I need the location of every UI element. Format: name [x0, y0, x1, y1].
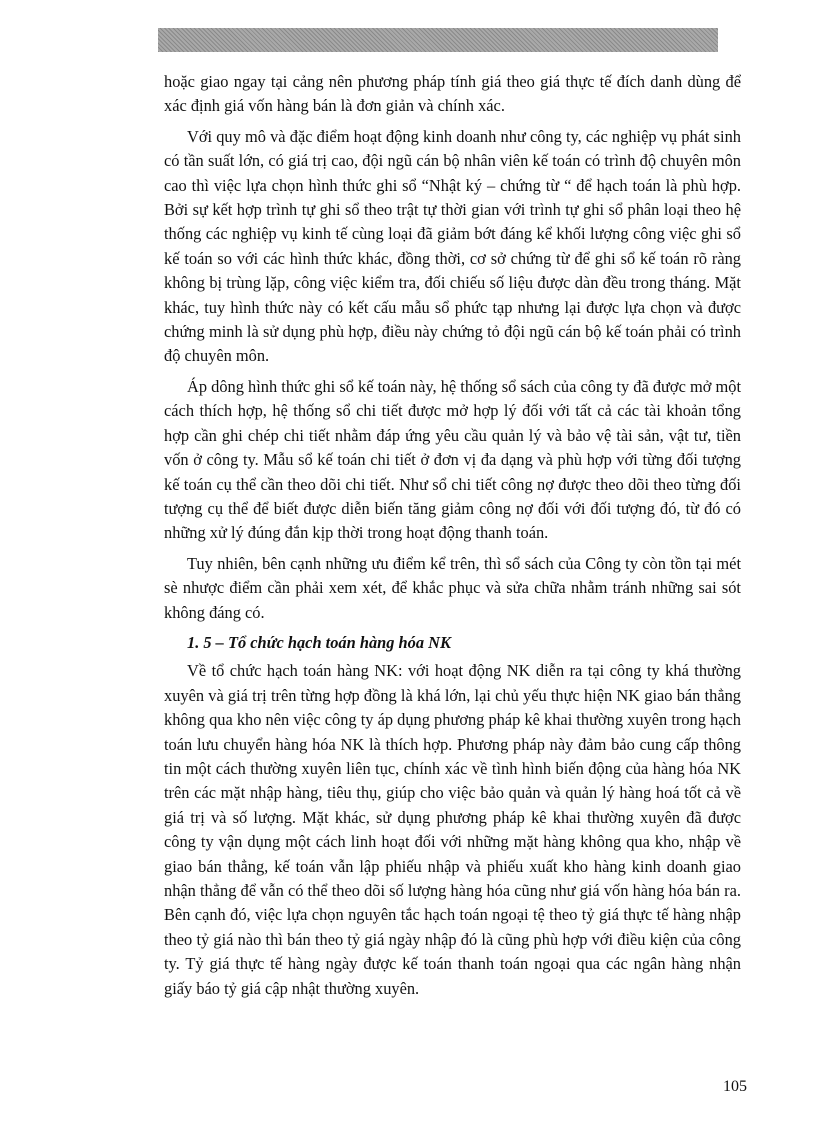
- document-body: [164, 70, 741, 1007]
- paragraph-1: hoặc giao ngay tại cảng nên phương pháp tính giá theo giá thực tế đích danh dùng để xác định giá vốn hàng bán là đơn giản và chính xác.: [164, 72, 741, 116]
- section-heading: 1. 5 – Tổ chức hạch toán hàng hóa NK: [187, 632, 451, 652]
- paragraph-5: Về tổ chức hạch toán hàng NK: với hoạt động NK diễn ra tại công ty khá thường xuyên và giá trị trên từng hợp đồng là khá lớn, lại chủ yếu thực hiện NK giao bán thẳng không qua kho nên việc công ty áp dụng phương pháp kê khai thường xuyên trong hạch toán lưu chuyển hàng hóa NK là thích hợp. Phương pháp này đảm bảo cung cấp thông tin một cách thường xuyên liên tục, chính xác về tình hình biến động của hàng hóa NK trên các mặt nhập hàng, tiêu thụ, giúp cho việc bảo quản và quản lý hàng hoá tốt cả về giá trị và số lượng. Mặt khác, sử dụng phương pháp kê khai thường xuyên đã được công ty vận dụng một cách linh hoạt đối với những mặt hàng không qua kho, nhập về giao bán thẳng, kế toán vẫn lập phiếu nhập và phiếu xuất kho hàng kinh doanh giao nhận thẳng để vẫn có thể theo dõi số lượng hàng hóa cũng như giá vốn hàng hóa bán ra. Bên cạnh đó, việc lựa chọn nguyên tắc hạch toán ngoại tệ theo tỷ giá thực tế hàng nhập theo tỷ giá nào thì bán theo tỷ giá ngày nhập đó là cũng phù hợp với điều kiện của công ty. Tỷ giá thực tế hàng ngày được kế toán thanh toán ngoại qua các ngân hàng nhận giấy báo tỷ giá cập nhật thường xuyên.: [164, 661, 741, 998]
- page-header-bar: [158, 28, 718, 52]
- paragraph-2: Với quy mô và đặc điểm hoạt động kinh doanh như công ty, các nghiệp vụ phát sinh có tần suất lớn, có giá trị cao, đội ngũ cán bộ nhân viên kế toán có trình độ chuyên môn cao thì việc lựa chọn hình thức ghi sổ “Nhật ký – chứng từ “ để hạch toán là phù hợp. Bởi sự kết hợp trình tự ghi sổ theo trật tự thời gian với trình tự ghi sổ phân loại theo hệ thống các nghiệp vụ kinh tế cùng loại đã giảm bớt đáng kể khối lượng công việc ghi sổ kế toán so với các hình thức khác, đồng thời, cơ sở chứng từ để ghi sổ kế toán rõ ràng không bị trùng lặp, công việc kiểm tra, đối chiếu số liệu được dàn đều trong tháng. Mặt khác, tuy hình thức này có kết cấu mẫu sổ phức tạp nhưng lại được lựa chọn và được chứng minh là sử dụng phù hợp, điều này chứng tỏ đội ngũ cán bộ kế toán phải có trình độ chuyên môn.: [164, 126, 741, 366]
- paragraph-3: Áp dông hình thức ghi sổ kế toán này, hệ thống sổ sách của công ty đã được mở một cách thích hợp, hệ thống sổ chi tiết được mở hợp lý đối với tất cả các tài khoản tổng hợp cần ghi chép chi tiết nhằm đáp ứng yêu cầu quản lý và bảo vệ tài sản, vật tư, tiền vốn ở công ty. Mẫu sổ kế toán chi tiết ở đơn vị đa dạng và phù hợp với từng đối tượng kế toán cụ thể cần theo dõi chi tiết. Như sổ chi tiết công nợ được theo dõi theo từng đối tượng cụ thể để biết được diễn biến tăng giảm công nợ đối với đối tượng đó, từ đó có những xử lý đúng đắn kịp thời trong hoạt động thanh toán.: [164, 376, 741, 543]
- paragraph-4: Tuy nhiên, bên cạnh những ưu điểm kể trên, thì sổ sách của Công ty còn tồn tại mét sè nhược điểm cần phải xem xét, để khắc phục và sửa chữa nhằm tránh những sai sót không đáng có.: [164, 553, 741, 622]
- page-number: 105: [723, 1078, 747, 1095]
